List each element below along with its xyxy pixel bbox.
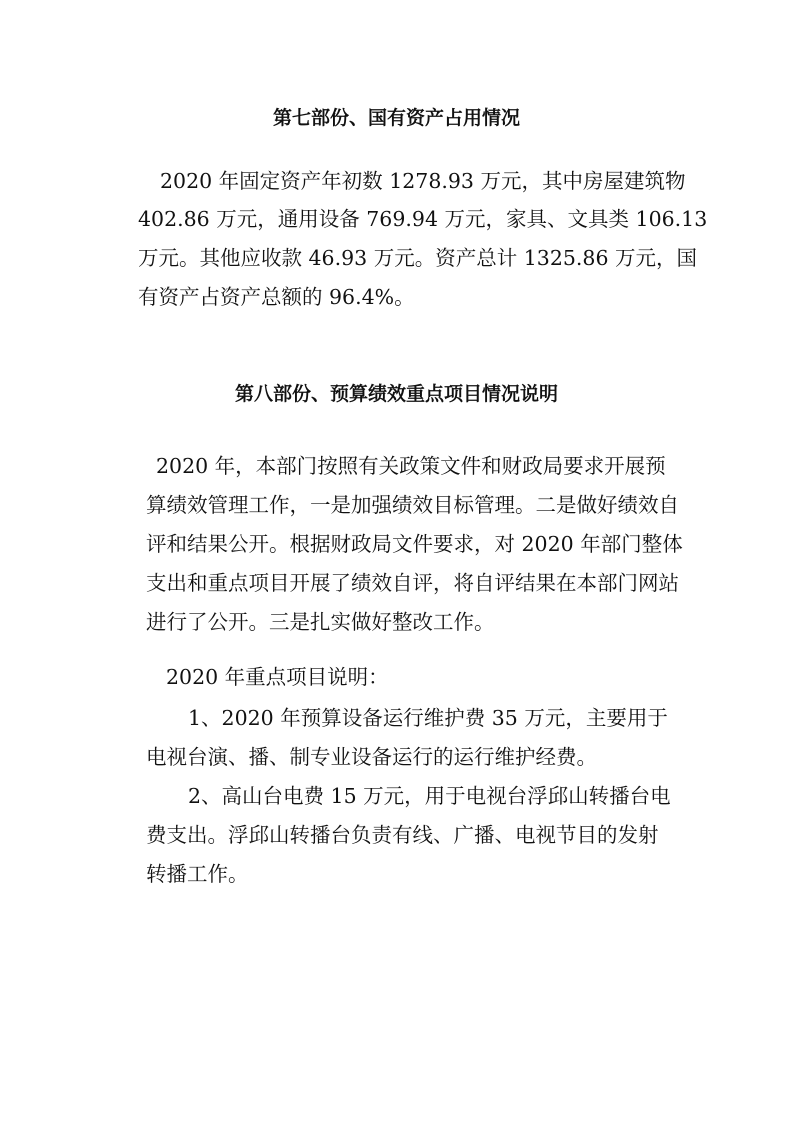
section8-intro-line-2: 算绩效管理工作，一是加强绩效目标管理。二是做好绩效自 xyxy=(146,493,679,517)
project-item-2-line-2: 费支出。浮邱山转播台负责有线、广播、电视节目的发射 xyxy=(146,823,659,847)
section7-heading: 第七部份、国有资产占用情况 xyxy=(272,107,520,129)
project-item-2-line-1: 2、高山台电费 15 万元，用于电视台浮邱山转播台电 xyxy=(188,784,671,808)
section8-intro-line-5: 进行了公开。三是扎实做好整改工作。 xyxy=(146,610,495,634)
section7-line-1: 2020 年固定资产年初数 1278.93 万元，其中房屋建筑物 xyxy=(160,169,686,193)
section7-line-2: 402.86 万元，通用设备 769.94 万元，家具、文具类 106.13 xyxy=(138,207,708,231)
project-item-2-line-3: 转播工作。 xyxy=(146,862,249,886)
section8-heading: 第八部份、预算绩效重点项目情况说明 xyxy=(234,383,558,405)
projects-title: 2020 年重点项目说明： xyxy=(166,665,389,689)
section8-intro-line-1: 2020 年，本部门按照有关政策文件和财政局要求开展预 xyxy=(156,454,666,478)
project-item-1-line-2: 电视台演、播、制专业设备运行的运行维护经费。 xyxy=(146,745,597,769)
section8-intro-line-4: 支出和重点项目开展了绩效自评，将自评结果在本部门网站 xyxy=(146,571,679,595)
project-item-1-line-1: 1、2020 年预算设备运行维护费 35 万元，主要用于 xyxy=(188,706,668,730)
section7-line-3: 万元。其他应收款 46.93 万元。资产总计 1325.86 万元，国 xyxy=(138,246,698,270)
section7-line-4: 有资产占资产总额的 96.4%。 xyxy=(138,285,415,309)
section8-intro-line-3: 评和结果公开。根据财政局文件要求，对 2020 年部门整体 xyxy=(146,532,683,556)
